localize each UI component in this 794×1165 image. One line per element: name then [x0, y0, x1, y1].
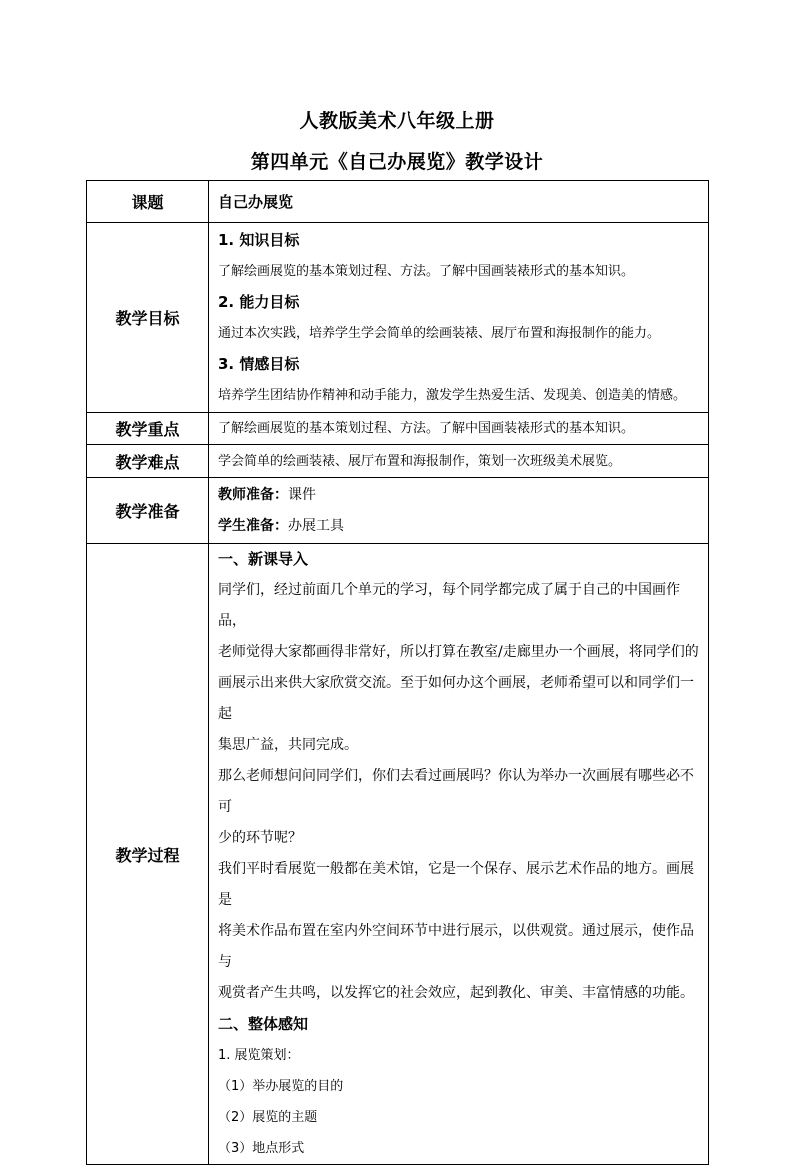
- p1-line2: 老师觉得大家都画得非常好，所以打算在教室/走廊里办一个画展，将同学们的: [218, 644, 699, 660]
- p3-line1: 我们平时看展览一般都在美术馆，它是一个保存、展示艺术作品的地方。画展是: [218, 861, 694, 908]
- difficulties-row: [87, 445, 709, 478]
- topic-row: [87, 181, 709, 223]
- process-row: [87, 544, 709, 1165]
- p2-line1: 那么老师想问问同学们，你们去看过画展吗？你认为举办一次画展有哪些必不可: [218, 768, 694, 815]
- teacher-preparation-value: 课件: [288, 486, 316, 503]
- knowledge-goal-text: 了解绘画展览的基本策划过程、方法。了解中国画装裱形式的基本知识。: [218, 263, 635, 279]
- key-points-label: 教学重点: [87, 413, 209, 445]
- process-label: 教学过程: [87, 544, 209, 1165]
- difficulties-label: 教学难点: [87, 445, 209, 478]
- difficulties-value: 学会简单的绘画装裱、展厅布置和海报制作，策划一次班级美术展览。: [209, 445, 709, 478]
- section2-heading: 二、整体感知: [218, 1015, 309, 1033]
- p3-line3: 观赏者产生共鸣，以发挥它的社会效应，起到教化、审美、丰富情感的功能。: [218, 985, 694, 1001]
- emotion-goal-text: 培养学生团结协作精神和动手能力，激发学生热爱生活、发现美、创造美的情感。: [218, 387, 687, 403]
- p1-line4: 集思广益，共同完成。: [218, 737, 358, 753]
- topic-label: 课题: [87, 181, 209, 223]
- p1-line3: 画展示出来供大家欣赏交流。至于如何办这个画展，老师希望可以和同学们一起: [218, 675, 694, 722]
- plan-subitem1: （1）举办展览的目的: [218, 1079, 344, 1094]
- student-preparation-label: 学生准备：: [218, 517, 288, 534]
- key-points-row: [87, 413, 709, 445]
- p3-line2: 将美术作品布置在室内外空间环节中进行展示，以供观赏。通过展示，使作品与: [218, 923, 694, 970]
- plan-item1: 1. 展览策划：: [218, 1048, 300, 1063]
- plan-subitem2: （2）展览的主题: [218, 1110, 318, 1125]
- p1-line1: 同学们，经过前面几个单元的学习，每个同学都完成了属于自己的中国画作品，: [218, 582, 680, 629]
- document-title: 人教版美术八年级上册: [299, 110, 495, 132]
- preparation-content: [209, 478, 709, 544]
- topic-value: 自己办展览: [209, 181, 709, 223]
- teacher-preparation-label: 教师准备：: [218, 486, 288, 503]
- document-subtitle: 第四单元《自己办展览》教学设计: [250, 151, 544, 173]
- teacher-preparation: [218, 480, 704, 511]
- p2-line2: 少的环节呢？: [218, 830, 302, 846]
- process-content: [209, 544, 709, 1165]
- goals-row: [87, 223, 709, 413]
- preparation-label: 教学准备: [87, 478, 209, 544]
- key-points-value: 了解绘画展览的基本策划过程、方法。了解中国画装裱形式的基本知识。: [209, 413, 709, 445]
- goals-label: 教学目标: [87, 223, 209, 413]
- ability-goal-text: 通过本次实践，培养学生学会简单的绘画装裱、展厅布置和海报制作的能力。: [218, 325, 661, 341]
- knowledge-goal-heading: 1. 知识目标: [218, 230, 300, 249]
- ability-goal-heading: 2. 能力目标: [218, 292, 300, 311]
- lesson-plan-table: [86, 180, 709, 1165]
- student-preparation: [218, 511, 704, 542]
- goals-content: [209, 223, 709, 413]
- plan-subitem3: （3）地点形式: [218, 1141, 305, 1156]
- preparation-row: [87, 478, 709, 544]
- emotion-goal-heading: 3. 情感目标: [218, 354, 300, 373]
- student-preparation-value: 办展工具: [288, 517, 344, 534]
- section1-heading: 一、新课导入: [218, 550, 309, 568]
